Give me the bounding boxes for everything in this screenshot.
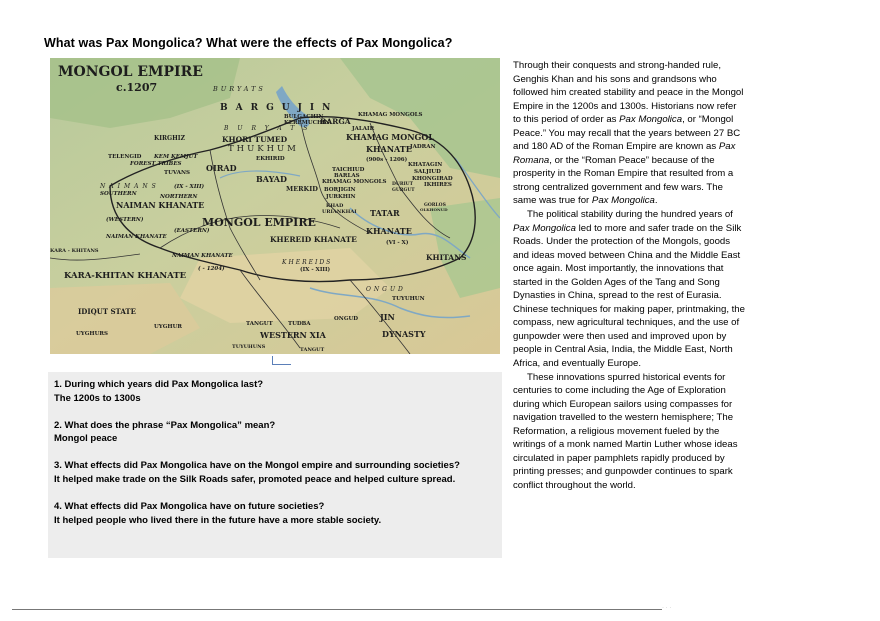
label-tatar: TATAR xyxy=(370,208,400,218)
label-tudba: TUDBA xyxy=(288,321,311,327)
footer-note: · · · xyxy=(662,605,672,611)
label-khereids-dates: (IX - XIII) xyxy=(300,267,331,273)
label-western: (WESTERN) xyxy=(106,217,144,223)
label-merkid: MERKID xyxy=(286,185,318,193)
map-date: c.1207 xyxy=(116,81,158,94)
label-uyghurs: UYGHURS xyxy=(76,331,108,337)
label-kirghiz: KIRGHIZ xyxy=(154,135,185,142)
p1-text-c: , or the “Roman Peace” because of the prosperity in the Roman Empire that resulted from a strong centralized government and few wars. The same was true for xyxy=(513,154,734,207)
label-bargujin: BARGUJIN xyxy=(220,103,339,113)
label-northern: NORTHERN xyxy=(160,194,198,200)
question-2: 2. What does the phrase “Pax Mongolica” mean? xyxy=(54,419,276,431)
label-naimans-dates: (IX - XIII) xyxy=(174,184,205,190)
questions-box xyxy=(48,372,502,558)
label-khori-tumed: KHORI TUMED xyxy=(222,135,288,144)
label-jalair: JALAIR xyxy=(352,126,375,132)
label-kara-khitan-khanate: KARA-KHITAN KHANATE xyxy=(64,271,187,281)
p1-text-d: . xyxy=(654,195,658,207)
p2-term-pax-mongolica: Pax Mongolica xyxy=(513,222,576,234)
bottom-divider xyxy=(12,609,662,610)
qa-item-4 xyxy=(54,500,496,527)
label-bulgachin: BULGACHIN xyxy=(284,114,324,120)
question-4: 4. What effects did Pax Mongolica have on future societies? xyxy=(54,501,325,513)
label-borjigin: BORJIGIN xyxy=(324,187,356,193)
label-forest-tribes: FOREST TRIBES xyxy=(130,161,182,167)
label-southern: SOUTHERN xyxy=(100,191,137,197)
label-khatagin: KHATAGIN xyxy=(408,162,443,168)
label-khitans: KHITANS xyxy=(426,253,467,262)
label-khanate-right-dates: (VI - X) xyxy=(386,240,409,246)
p1-text-a: Through their conquests and strong-handed rule, Genghis Khan and his sons and grandsons who followed him created stability and peace in the Mongol Empire in the 1200s and 1300s. Historians now refer to this period of order as xyxy=(513,60,744,126)
label-bayad: BAYAD xyxy=(256,174,287,184)
label-tuyuhuns: TUYUHUNS xyxy=(232,344,266,350)
label-thukhum: THUKHUM xyxy=(228,144,299,154)
label-eastern: (EASTERN) xyxy=(174,228,210,234)
p1-term-pax-romana: Pax Romana xyxy=(513,141,736,166)
question-3: 3. What effects did Pax Mongolica have on the Mongol empire and surrounding societies? xyxy=(54,460,460,472)
p1-term-pax-mongolica-2: Pax Mongolica xyxy=(591,195,655,207)
p2-text-b: led to more and safer trade on the Silk Roads. Under the protection of the Mongols, goods and ideas moved between China and the Middle East once again. Most importantly, the innovations that started in the Golden Ages of the Tang and Song Dynasties in China, spread to the rest of Eurasia. Chinese techniques for making paper, printmaking, the compass, new agricultural techniques, and the use of gunpowder were then used and improved upon by people in Central Asia, India, the Middle East, North Africa, and eventually Europe. xyxy=(513,222,745,370)
label-naiman-khanate-low: NAIMAN KHANATE xyxy=(172,253,233,259)
label-oirad: OIRAD xyxy=(206,163,237,173)
label-uyghur: UYGHUR xyxy=(154,324,182,330)
answer-2: Mongol peace xyxy=(54,433,118,445)
label-gurgut: GURGUT xyxy=(392,188,415,193)
map-anchor-marker xyxy=(272,356,291,365)
article-paragraph-2 xyxy=(513,208,745,371)
label-khad: KHAD xyxy=(326,203,344,209)
label-barga: BARGA xyxy=(320,117,351,126)
label-ongud: ONGUD xyxy=(366,286,406,293)
question-1: 1. During which years did Pax Mongolica last? xyxy=(54,379,264,390)
label-buryats-mid: BURYATS xyxy=(224,125,317,132)
label-keremuchin: KEREMUCHIN xyxy=(284,120,330,126)
label-ekhirid: EKHIRID xyxy=(256,156,285,162)
label-tuyuhun: TUYUHUN xyxy=(392,296,425,302)
label-western-xia: WESTERN XIA xyxy=(260,330,326,340)
label-buryats-top: BURYATS xyxy=(213,85,266,93)
label-naiman-khanate-left: NAIMAN KHANATE xyxy=(106,234,167,240)
label-barlas: BARLAS xyxy=(334,173,360,179)
label-uriankhai: URIANKHAI xyxy=(322,209,357,215)
qa-item-3 xyxy=(54,459,496,486)
label-khanate-right: KHANATE xyxy=(366,226,412,236)
label-tangut-left: TANGUT xyxy=(246,321,273,327)
label-taichiud: TAICHIUD xyxy=(332,167,365,173)
qa-item-2 xyxy=(54,419,496,446)
label-tangut-bottom: TANGUT xyxy=(300,347,325,353)
label-olkhonud: OLKHONUD xyxy=(420,207,448,212)
answer-3: It helped make trade on the Silk Roads safer, promoted peace and helped culture spread. xyxy=(54,473,456,485)
map-title: MONGOL EMPIRE xyxy=(58,64,203,80)
label-khongirad: KHONGIRAD xyxy=(412,176,453,182)
label-jin: JIN xyxy=(380,312,395,322)
label-khamag-mongols-low: KHAMAG MONGOLS xyxy=(322,179,387,185)
qa-item-1 xyxy=(54,378,496,405)
map-svg xyxy=(50,58,500,354)
page-title: What was Pax Mongolica? What were the effects of Pax Mongolica? xyxy=(44,36,453,50)
label-dynasty: DYNASTY xyxy=(382,329,426,339)
label-khamag-mongol: KHAMAG MONGOL xyxy=(346,132,434,142)
article-paragraph-1 xyxy=(513,59,745,208)
label-naimans: NAIMANS xyxy=(100,183,160,190)
label-khereids: KHEREIDS xyxy=(282,259,333,266)
answer-1: The 1200s to 1300s xyxy=(54,392,141,404)
label-khereid-khanate: KHEREID KHANATE xyxy=(270,235,357,244)
answer-4: It helped people who lived there in the future have a more stable society. xyxy=(54,514,382,526)
label-idiqut-state: IDIQUT STATE xyxy=(78,307,136,316)
label-ongud-small: ONGUD xyxy=(334,316,359,322)
label-khamag-dates: (900s - 1206) xyxy=(366,157,408,163)
label-kara-khitans: KARA - KHITANS xyxy=(50,248,99,254)
label-jurkhin: JURKHIN xyxy=(326,194,356,200)
label-kem-kemjut: KEM KEMJUT xyxy=(154,154,198,160)
label-khanate: KHANATE xyxy=(366,144,412,154)
label-naiman-low-date: ( - 1204) xyxy=(198,266,225,272)
article-text xyxy=(513,59,745,493)
label-naiman-khanate: NAIMAN KHANATE xyxy=(116,200,205,210)
p1-term-pax-mongolica: Pax Mongolica xyxy=(619,114,683,126)
p2-text-a: The political stability during the hundred years of xyxy=(527,209,733,221)
label-telengid: TELENGID xyxy=(108,154,142,160)
label-mongol-empire: MONGOL EMPIRE xyxy=(202,216,316,229)
label-gorlos: GORLOS xyxy=(424,203,446,208)
label-khamag-mongols-top: KHAMAG MONGOLS xyxy=(358,112,423,118)
label-jadran: JADRAN xyxy=(410,144,436,150)
label-duriut: DURIUT xyxy=(392,182,413,187)
label-ikhires: IKHIRES xyxy=(424,182,452,188)
mongol-empire-map xyxy=(50,58,500,354)
p1-text-b: , or “Mongol Peace.” You may recall that the years between 27 BC and 180 AD of the Roman Empire are known as xyxy=(513,114,741,153)
label-tuvans: TUVANS xyxy=(164,170,190,176)
article-paragraph-3: These innovations spurred historical events for centuries to come including the Age of Exploration during which European sailors using compasses for navigation travelled to the western hemisphere; The Reformation, a religious movement fueled by the writings of a monk named Martin Luther whose ideas circulated in paper pamphlets rapidly produced by printing presses; and gunpowder continues to spark conflict throughout the world. xyxy=(513,371,738,491)
label-saljiud: SALJIUD xyxy=(414,169,441,175)
